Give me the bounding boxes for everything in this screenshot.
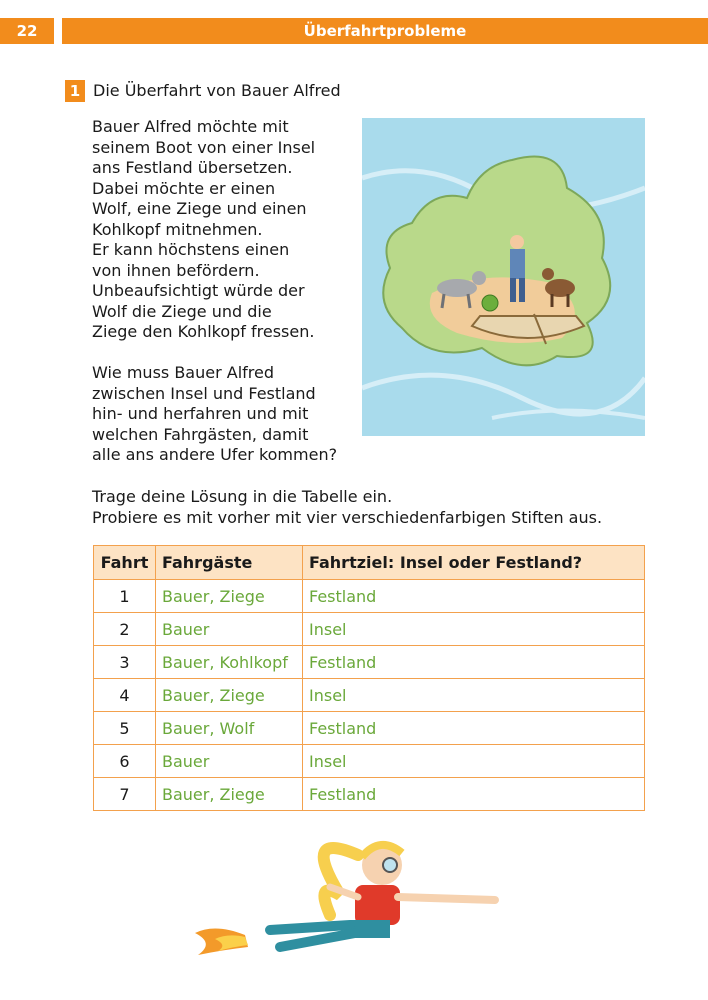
destination-cell[interactable]: Insel [303, 679, 645, 712]
rocket-flame-figure [195, 928, 248, 955]
table-row [94, 778, 645, 811]
column-header-fahrt: Fahrt [94, 546, 156, 580]
question-line: Wie muss Bauer Alfred [92, 363, 275, 382]
solution-table [93, 545, 645, 811]
question-line: hin- und herfahren und mit [92, 404, 309, 423]
destination-cell[interactable]: Festland [303, 712, 645, 745]
cabbage-figure [482, 295, 498, 311]
trip-number-cell: 5 [94, 712, 156, 745]
passengers-cell[interactable]: Bauer, Ziege [156, 778, 303, 811]
instruction-line: Trage deine Lösung in die Tabelle ein. [92, 487, 393, 506]
task-title: Die Überfahrt von Bauer Alfred [93, 81, 341, 100]
question-line: zwischen Insel und Festland [92, 383, 316, 403]
task-number-badge: 1 [65, 80, 85, 102]
destination-cell[interactable]: Insel [303, 613, 645, 646]
trip-number-cell: 4 [94, 679, 156, 712]
destination-cell[interactable]: Insel [303, 745, 645, 778]
intro-line: Wolf, eine Ziege und einen [92, 199, 307, 218]
island-illustration [362, 118, 645, 436]
destination-cell[interactable]: Festland [303, 646, 645, 679]
destination-cell[interactable]: Festland [303, 580, 645, 613]
intro-line: seinem Boot von einer Insel [92, 137, 316, 157]
passengers-cell[interactable]: Bauer, Wolf [156, 712, 303, 745]
question-line: alle ans andere Ufer kommen? [92, 445, 338, 464]
trip-number-cell: 6 [94, 745, 156, 778]
intro-line: Kohlkopf mitnehmen. [92, 219, 263, 239]
destination-cell[interactable]: Festland [303, 778, 645, 811]
intro-line: von ihnen befördern. [92, 260, 260, 280]
intro-line: Ziege den Kohlkopf fressen. [92, 322, 315, 341]
trip-number-cell: 1 [94, 580, 156, 613]
intro-line: Unbeaufsichtigt würde der [92, 281, 305, 300]
intro-line: Er kann höchstens einen [92, 240, 290, 259]
passengers-cell[interactable]: Bauer, Ziege [156, 580, 303, 613]
table-row [94, 646, 645, 679]
column-header-fahrtziel: Fahrtziel: Insel oder Festland? [303, 546, 645, 580]
table-header-row [94, 546, 645, 580]
instruction-line: Probiere es mit vorher mit vier verschiedenfarbigen Stiften aus. [92, 507, 603, 527]
trip-number-cell: 7 [94, 778, 156, 811]
trip-number-cell: 3 [94, 646, 156, 679]
question-paragraph [92, 363, 337, 466]
table-row [94, 712, 645, 745]
passengers-cell[interactable]: Bauer, Kohlkopf [156, 646, 303, 679]
intro-line: ans Festland übersetzen. [92, 158, 293, 177]
table-row [94, 613, 645, 646]
intro-line: Dabei möchte er einen [92, 178, 276, 198]
flying-girl-illustration [190, 825, 525, 990]
question-line: welchen Fahrgästen, damit [92, 424, 309, 444]
page-number: 22 [0, 18, 54, 44]
table-row [94, 745, 645, 778]
page-title: Überfahrtprobleme [62, 18, 708, 44]
passengers-cell[interactable]: Bauer [156, 613, 303, 646]
passengers-cell[interactable]: Bauer [156, 745, 303, 778]
column-header-fahrgaeste: Fahrgäste [156, 546, 303, 580]
table-row [94, 679, 645, 712]
table-row [94, 580, 645, 613]
intro-paragraph [92, 117, 315, 343]
instruction-paragraph [92, 487, 602, 528]
passengers-cell[interactable]: Bauer, Ziege [156, 679, 303, 712]
intro-line: Bauer Alfred möchte mit [92, 117, 289, 136]
intro-line: Wolf die Ziege und die [92, 301, 272, 321]
trip-number-cell: 2 [94, 613, 156, 646]
